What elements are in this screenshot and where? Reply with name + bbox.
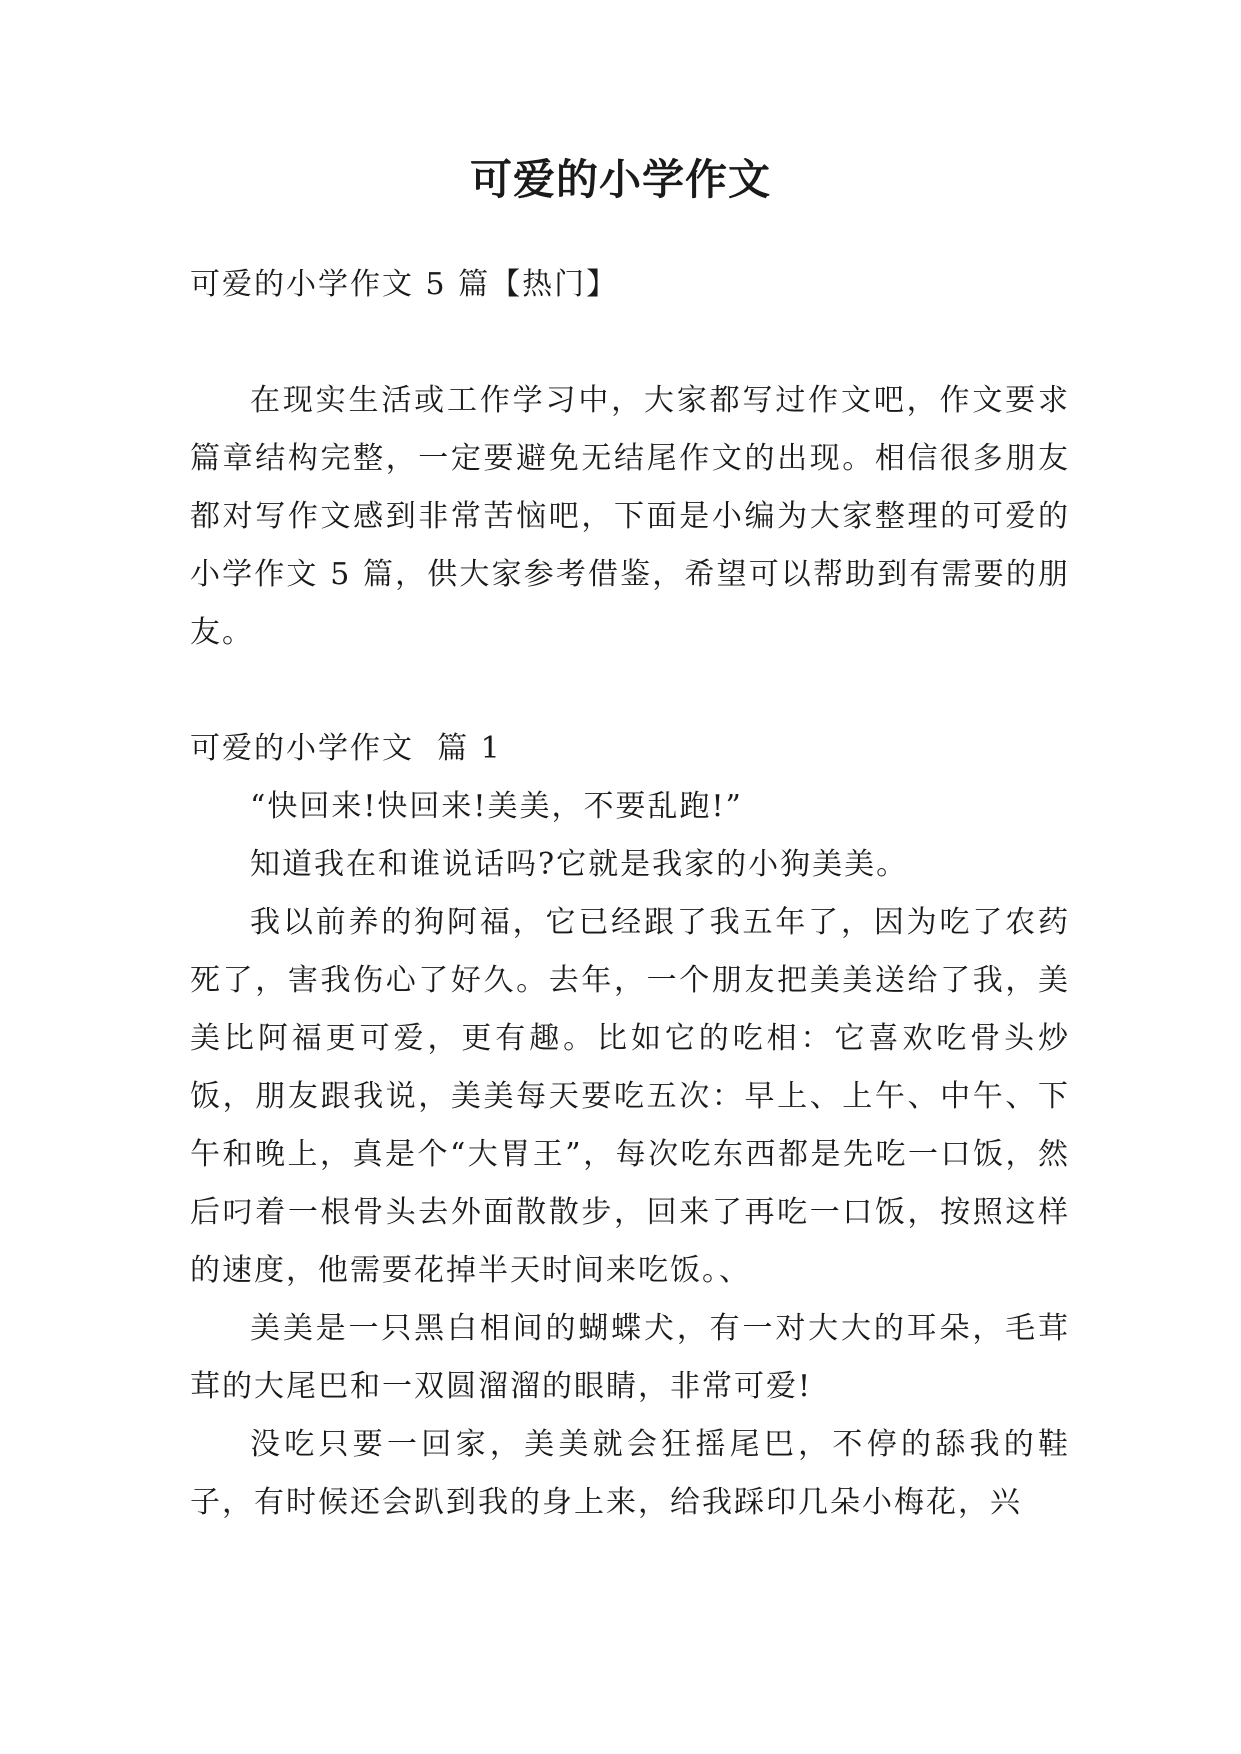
intro-paragraph: 在现实生活或工作学习中，大家都写过作文吧，作文要求篇章结构完整，一定要避免无结尾作文的出现。相信很多朋友都对写作文感到非常苦恼吧，下面是小编为大家整理的可爱的小学作文 5 篇，供大家参考借鉴，希望可以帮助到有需要的朋友。: [190, 383, 1070, 650]
document-body: [190, 256, 1070, 1532]
body-paragraph: “快回来!快回来!美美，不要乱跑!”: [250, 789, 743, 824]
body-paragraph: 美美是一只黑白相间的蝴蝶犬，有一对大大的耳朵，毛茸茸的大尾巴和一双圆溜溜的眼睛，非常可爱!: [190, 1311, 1070, 1404]
document-title: 可爱的小学作文: [469, 155, 771, 204]
document-subtitle: 可爱的小学作文 5 篇【热门】: [190, 267, 619, 302]
body-paragraph: 知道我在和谁说话吗?它就是我家的小狗美美。: [250, 847, 909, 882]
body-paragraph: 没吃只要一回家，美美就会狂摇尾巴，不停的舔我的鞋子，有时候还会趴到我的身上来，给我踩印几朵小梅花，兴: [190, 1427, 1070, 1520]
body-paragraph: 我以前养的狗阿福，它已经跟了我五年了，因为吃了农药死了，害我伤心了好久。去年，一个朋友把美美送给了我，美美比阿福更可爱，更有趣。比如它的吃相：它喜欢吃骨头炒饭，朋友跟我说，美美每天要吃五次：早上、上午、中午、下午和晚上，真是个“大胃王”，每次吃东西都是先吃一口饭，然后叼着一根骨头去外面散散步，回来了再吃一口饭，按照这样的速度，他需要花掉半天时间来吃饭。、: [190, 905, 1070, 1288]
section-heading: 可爱的小学作文 篇 1: [190, 731, 502, 766]
